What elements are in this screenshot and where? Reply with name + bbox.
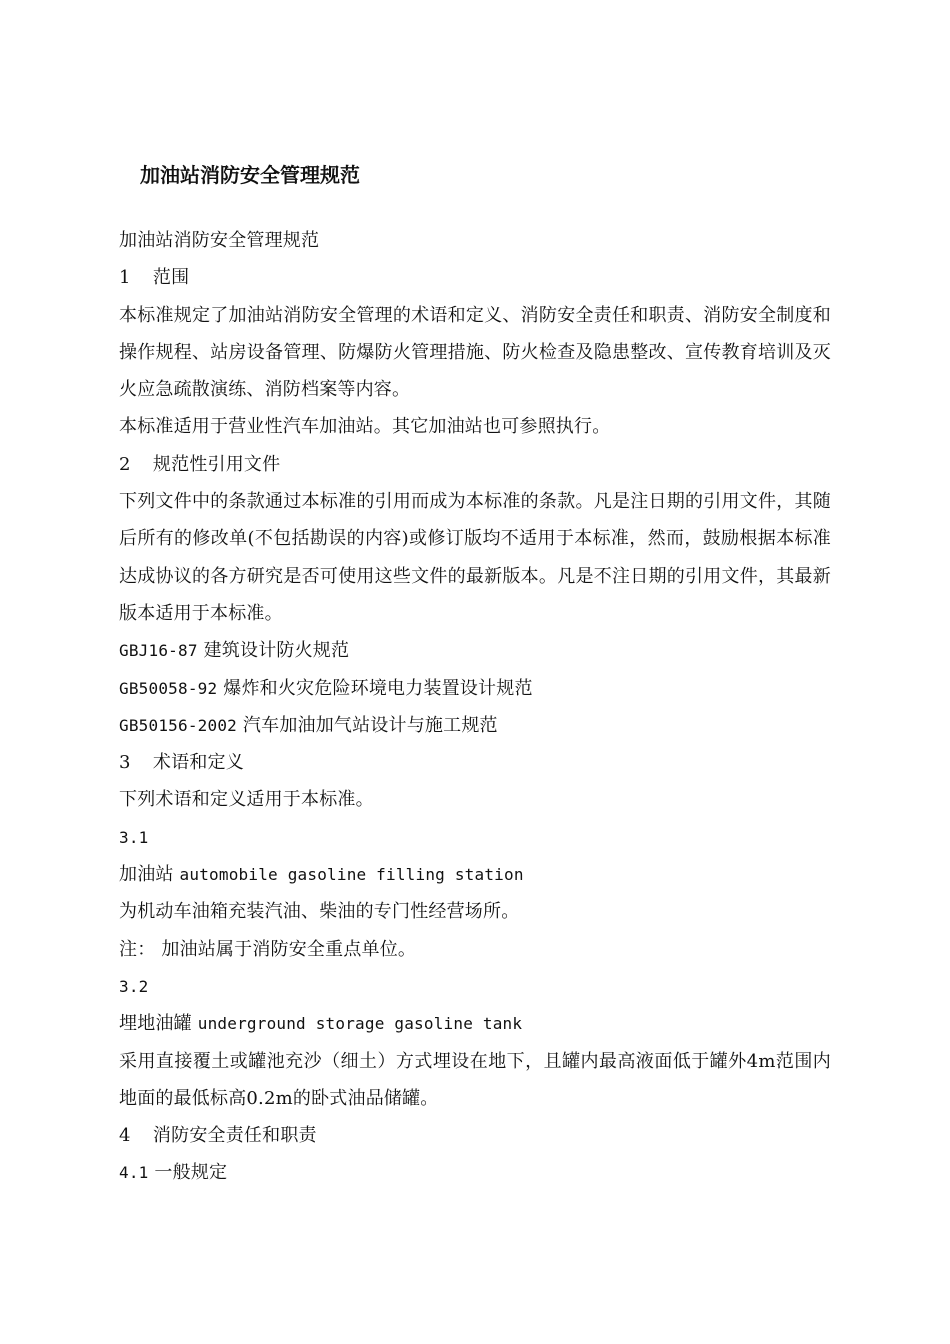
term-3-2-definition: 采用直接覆土或罐池充沙（细土）方式埋设在地下，且罐内最高液面低于罐外4m范围内地面的最低标高0.2m的卧式油品储罐。 [119,1050,831,1109]
section-3-heading [119,744,831,781]
reference-3 [119,707,831,744]
section-number: 4 [119,1125,131,1147]
section-title: 规范性引用文件 [152,453,281,475]
section-4-1-heading [119,1154,831,1191]
term-3-2-number: 3.2 [119,976,149,996]
section-3-paragraph-1: 下列术语和定义适用于本标准。 [119,789,374,811]
document-title: 加油站消防安全管理规范 [140,163,360,187]
term-cn: 加油站 [119,864,174,886]
term-cn: 埋地油罐 [119,1013,192,1035]
document-body [119,222,831,1192]
term-3-1-note [119,931,831,968]
section-2-paragraph-1: 下列文件中的条款通过本标准的引用而成为本标准的条款。凡是注日期的引用文件，其随后所有的修改单(不包括勘误的内容)或修订版均不适用于本标准，然而，鼓励根据本标准达成协议的各方研究是否可使用这些文件的最新版本。凡是不注日期的引用文件，其最新版本适用于本标准。 [119,491,831,624]
term-3-1-title [119,856,831,893]
reference-code: GBJ16-87 [119,641,198,661]
note-label: 注： [119,938,156,960]
term-3-1-number: 3.1 [119,827,149,847]
section-4-heading [119,1117,831,1154]
note-text: 加油站属于消防安全重点单位。 [161,938,417,960]
term-en: automobile gasoline filling station [179,865,524,885]
reference-name: 爆炸和火灾危险环境电力装置设计规范 [223,677,533,699]
reference-2 [119,670,831,707]
section-number: 1 [119,267,131,289]
section-1-paragraph-1: 本标准规定了加油站消防安全管理的术语和定义、消防安全责任和职责、消防安全制度和操作规程、站房设备管理、防爆防火管理措施、防火检查及隐患整改、宣传教育培训及灭火应急疏散演练、消防档案等内容。 [119,304,831,401]
term-3-1-definition: 为机动车油箱充装汽油、柴油的专门性经营场所。 [119,901,520,923]
subsection-title: 一般规定 [154,1162,228,1184]
subsection-number: 4.1 [119,1163,149,1183]
reference-1 [119,632,831,669]
section-2-heading [119,446,831,483]
reference-code: GB50156-2002 [119,715,237,735]
section-number: 2 [119,453,131,475]
document-subtitle: 加油站消防安全管理规范 [119,230,320,251]
reference-name: 汽车加油加气站设计与施工规范 [242,714,498,736]
term-en: underground storage gasoline tank [197,1014,523,1034]
reference-code: GB50058-92 [119,678,218,698]
reference-name: 建筑设计防火规范 [203,640,350,662]
section-title: 术语和定义 [152,752,244,774]
section-number: 3 [119,752,131,774]
section-1-paragraph-2: 本标准适用于营业性汽车加油站。其它加油站也可参照执行。 [119,416,611,438]
section-title: 范围 [152,267,190,289]
section-1-heading [119,259,831,296]
section-title: 消防安全责任和职责 [152,1125,317,1147]
term-3-2-title [119,1005,831,1042]
